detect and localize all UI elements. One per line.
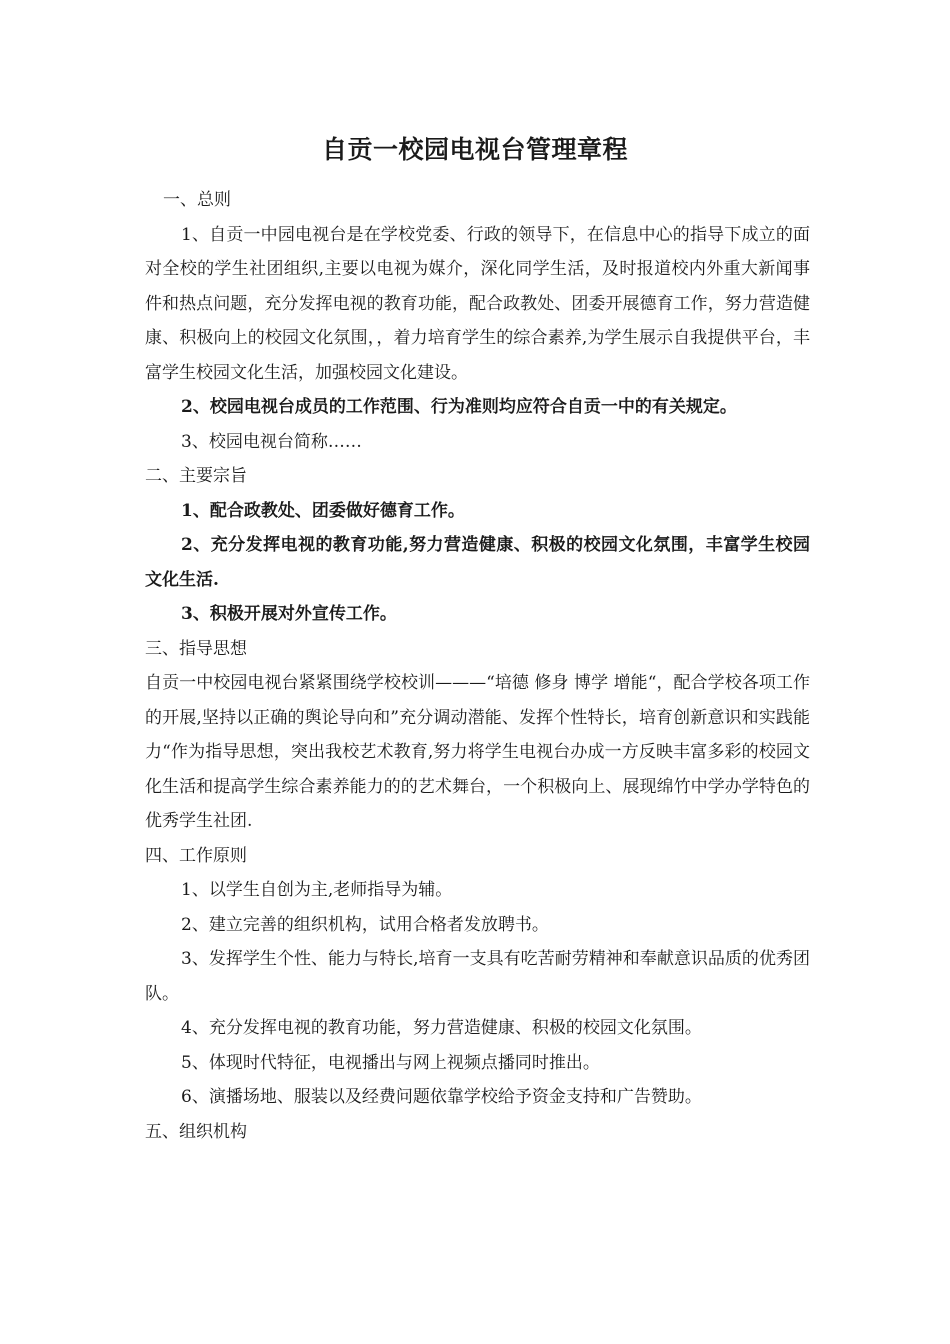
paragraph-principle-1: 1、以学生自创为主,老师指导为辅。: [181, 880, 453, 900]
section-heading-purpose: 二、主要宗旨: [145, 466, 247, 486]
paragraph-purpose-3: 3、积极开展对外宣传工作。: [181, 604, 397, 624]
paragraph-principle-5: 5、体现时代特征，电视播出与网上视频点播同时推出。: [181, 1052, 600, 1073]
paragraph-purpose-2: 2、充分发挥电视的教育功能,努力营造健康、积极的校园文化氛围，丰富学生校园文化生活.: [145, 535, 810, 590]
paragraph-principle-6: 6、演播场地、服装以及经费问题依靠学校给予资金支持和广告赞助。: [181, 1087, 702, 1107]
paragraph-general-1: 1、自贡一中园电视台是在学校党委、行政的领导下，在信息中心的指导下成立的面对全校的学生社团组织,主要以电视为媒介，深化同学生活，及时报道校内外重大新闻事件和热点问题，充分发挥电视的教育功能，配合政教处、团委开展德育工作，努力营造健康、积极向上的校园文化氛围，，着力培育学生的综合素养,为学生展示自我提供平台，丰富学生校园文化生活，加强校园文化建设。: [145, 224, 810, 383]
paragraph-general-2: 2、校园电视台成员的工作范围、行为准则均应符合自贡一中的有关规定。: [181, 397, 737, 417]
paragraph-purpose-1: 1、配合政教处、团委做好德育工作。: [181, 500, 465, 521]
document-body: [145, 183, 810, 1149]
paragraph-general-3: 3、校园电视台简称……: [181, 431, 362, 452]
paragraph-guiding-ideology: 自贡一中校园电视台紧紧围绕学校校训———“培德 修身 博学 增能“，配合学校各项工作的开展,坚持以正确的舆论导向和”充分调动潜能、发挥个性特长，培育创新意识和实践能力“作为指导思想，突出我校艺术教育,努力将学生电视台办成一方反映丰富多彩的校园文化生活和提高学生综合素养能力的的艺术舞台，一个积极向上、展现绵竹中学办学特色的优秀学生社团.: [145, 673, 810, 831]
section-heading-guiding-ideology: 三、指导思想: [145, 638, 247, 659]
paragraph-principle-2: 2、建立完善的组织机构，试用合格者发放聘书。: [181, 914, 549, 935]
document-title: 自贡一校园电视台管理章程: [321, 135, 628, 164]
paragraph-principle-4: 4、充分发挥电视的教育功能，努力营造健康、积极的校园文化氛围。: [181, 1018, 702, 1038]
section-heading-general: 一、总则: [163, 190, 231, 210]
section-heading-work-principles: 四、工作原则: [145, 845, 247, 866]
section-heading-organization: 五、组织机构: [145, 1121, 247, 1142]
paragraph-principle-3: 3、发挥学生个性、能力与特长,培育一支具有吃苦耐劳精神和奉献意识品质的优秀团队。: [145, 949, 810, 1004]
